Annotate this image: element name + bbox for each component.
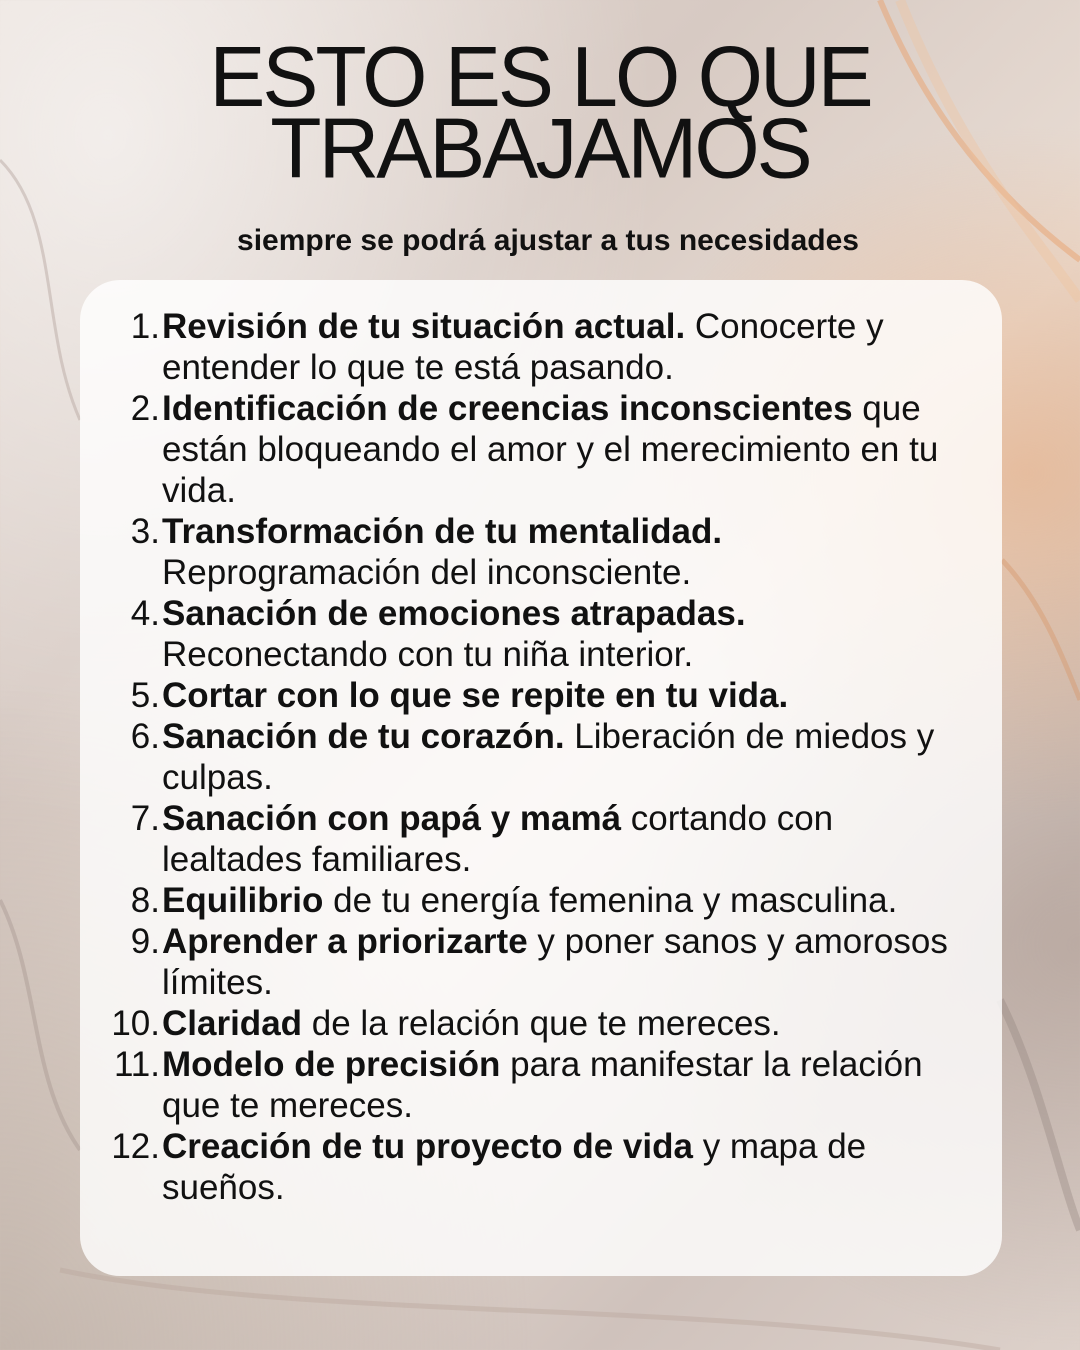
item-text: para manifestar la relación que te mereces.	[162, 1045, 923, 1125]
title-line-2: TRABAJAMOS	[270, 99, 810, 196]
item-bold-text: Sanación con papá y mamá	[162, 799, 622, 838]
list-item	[80, 306, 980, 388]
topics-list	[80, 306, 980, 1208]
item-bold-text: Sanación de emociones atrapadas.	[162, 594, 746, 633]
item-text: de tu energía femenina y masculina.	[323, 881, 898, 920]
list-item	[80, 1003, 980, 1044]
list-item	[80, 1044, 980, 1126]
item-bold-text: Transformación de tu mentalidad.	[162, 512, 723, 551]
item-number: 6.	[130, 717, 160, 756]
item-text: Reprogramación del inconsciente.	[162, 553, 692, 592]
page-title	[0, 28, 1080, 196]
list-item	[80, 388, 980, 511]
list-item	[80, 798, 980, 880]
list-item	[80, 716, 980, 798]
list-item	[80, 880, 980, 921]
list-item	[80, 511, 980, 593]
item-text: Reconectando con tu niña interior.	[162, 635, 694, 674]
item-number: 4.	[130, 594, 160, 633]
list-item	[80, 1126, 980, 1208]
item-number: 2.	[130, 389, 160, 428]
item-text: cortando con lealtades familiares.	[162, 799, 834, 879]
item-text: y mapa de sueños.	[162, 1127, 867, 1207]
item-bold-text: Sanación de tu corazón.	[162, 717, 565, 756]
item-number: 7.	[130, 799, 160, 838]
item-bold-text: Equilibrio	[162, 881, 324, 920]
list-item	[80, 921, 980, 1003]
item-number: 3.	[130, 512, 160, 551]
item-text: Conocerte y entender lo que te está pasando.	[162, 307, 884, 387]
item-number: 10.	[111, 1004, 160, 1043]
item-bold-text: Modelo de precisión	[162, 1045, 501, 1084]
item-bold-text: Creación de tu proyecto de vida	[162, 1127, 693, 1166]
item-bold-text: Revisión de tu situación actual.	[162, 307, 686, 346]
item-number: 5.	[130, 676, 160, 715]
title-line-1: ESTO ES LO QUE	[209, 28, 871, 125]
item-bold-text: Aprender a priorizarte	[162, 922, 528, 961]
item-number: 9.	[130, 922, 160, 961]
item-number: 8.	[130, 881, 160, 920]
item-text: Liberación de miedos y culpas.	[162, 717, 935, 797]
item-bold-text: Claridad	[162, 1004, 303, 1043]
subtitle: siempre se podrá ajustar a tus necesidades	[237, 224, 859, 257]
item-number: 12.	[111, 1127, 160, 1166]
item-bold-text: Cortar con lo que se repite en tu vida.	[162, 676, 789, 715]
item-text: de la relación que te mereces.	[302, 1004, 781, 1043]
item-text: y poner sanos y amorosos límites.	[162, 922, 948, 1002]
list-item	[80, 593, 980, 675]
item-text: que están bloqueando el amor y el merecimiento en tu vida.	[162, 389, 939, 510]
list-item	[80, 675, 980, 716]
item-bold-text: Identificación de creencias inconscientes	[162, 389, 853, 428]
item-number: 11.	[113, 1045, 160, 1084]
item-number: 1.	[130, 307, 160, 346]
